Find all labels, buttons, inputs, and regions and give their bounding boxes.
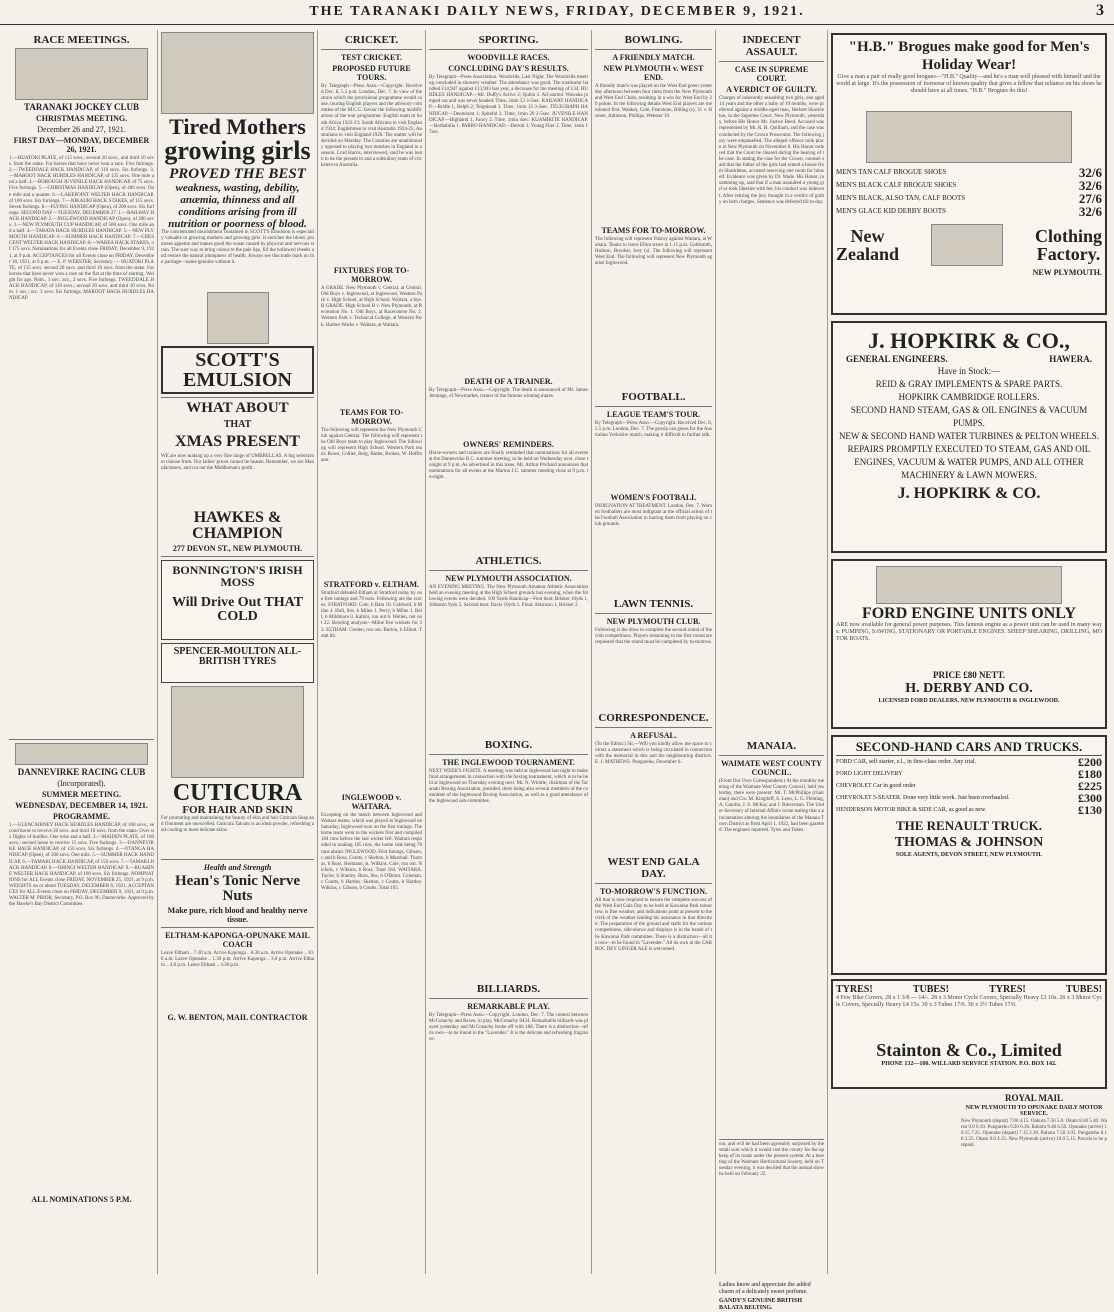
column-sporting [426,30,592,1274]
ad-headline: growing girls [164,136,311,165]
article-subheading: CONCLUDING DAY'S RESULTS. [448,64,569,73]
column-bowling [592,30,716,1274]
section-heading-gala-day: WEST END GALA DAY. [607,856,700,880]
cuticura-subtitle: FOR HAIR AND SKIN [182,804,293,816]
hb-new-text: New [850,226,885,246]
hopkirk-stock-list: REID & GRAY IMPLEMENTS & SPARE PARTS. HOPKIRK CAMBRIDGE ROLLERS. SECOND HAND STEAM, GAS & OIL ENGINES & VACUUM PUMPS. NEW & SECOND HAND WATER TURBINES & PELTON WHEELS. REPAIRS PROMPTLY EXECUTED TO STEAM, GAS AND OIL ENGINES, VACUUM & WATER PUMPS, AND ALL OTHER MACHINERY & LAWN MOWERS. [838,379,1100,480]
hb-price-row [836,179,1102,192]
section-heading-assault: INDECENT ASSAULT. [742,34,801,58]
section-heading-athletics: ATHLETICS. [475,555,542,567]
column-advertisements [158,30,318,1274]
article-text: INDIGNATION AT TREATMENT. London, Dec. 7. Women footballers are most indignant at the official action of the Football Association in barring them from playing on club grounds. [595,504,712,528]
hopkirk-stock-heading: Have in Stock:— [937,366,1001,376]
article-subheading: A FRIENDLY MATCH. [612,53,695,62]
meeting-dates: December 26 and 27, 1921. [37,125,126,134]
horse-racing-illustration [15,48,148,100]
royal-mail-table: New Plymouth (depart) 7.00 4.15. Oakura 7.50 5.0. Okato 8.30 5.40. Warea 9.0 6.10. Pungarehu 9.20 6.30. Rahotu 9.40 6.50. Opunake (arrive) 10.15 7.25. Opunake (depart) 7.15 2.30. Rahotu 7.50 3.05. Pungarehu 8.10 3.25. Okato 9.0 4.15. New Plymouth (arrive) 10.0 5.15. Parcels to be prepaid. [961,1119,1107,1149]
hb-item-price: 32/6 [1078,204,1102,219]
car-item-price: £180 [1078,767,1102,781]
article-subheading: OWNERS' REMINDERS. [463,440,554,449]
heans-title: Hean's Tonic Nerve Nuts [174,873,300,904]
section-heading-cricket: CRICKET. [344,34,399,46]
article-text: Horse-owners and trainers are finally reminded that nominations for all events at the Dannevirke R.C. summer meeting, to be held on Wednesday next, close tonight at 9 p.m. As advertised in this issue, Mr. Arthur Prichard announces that nominations for all events at the Marton J.C. summer meeting close at 9 p.m. to-night. [429,451,588,481]
racing-club-emblem [15,743,148,765]
royal-mail-subheading: NEW PLYMOUTH TO OPUNAKE DAILY MOTOR SERVICE. [965,1105,1103,1117]
article-text: AN EVENING MEETING. The New Plymouth Amateur Athletic Association held an evening meeting at the High School grounds last evening, when the following events were decided. 100 Yards Handicap—First heat: Brisker 10yds 1, Johnston 9yds 2. Second heat: Davis 10yds 1. Final: Atkinson 1, Brisker 2. [429,585,588,609]
ford-price: PRICE £80 NETT. [932,670,1006,680]
section-heading-bowling: BOWLING. [624,34,683,46]
article-subheading: THE INGLEWOOD TOURNAMENT. [442,758,575,767]
hb-clothing-factory [1035,227,1102,263]
section-heading-sporting: SPORTING. [478,34,539,46]
hawkes-champion-logo: HAWKES & CHAMPION [192,509,283,542]
hb-location: NEW PLYMOUTH. [1032,268,1102,277]
column-display-ads [828,30,1110,1274]
hb-item-price: 32/6 [1078,178,1102,193]
section-heading-lawn-tennis: LAWN TENNIS. [613,598,694,610]
hb-price-row [836,166,1102,179]
meeting-name: SUMMER MEETING. [41,790,122,799]
xmas-ad-headline: WHAT ABOUT [186,400,289,416]
column-cricket [318,30,426,1274]
section-heading-billiards: BILLIARDS. [476,983,541,995]
article-subheading: TEAMS FOR TO-MORROW. [601,226,706,235]
ford-dealer: H. DERBY AND CO. [905,681,1033,696]
hb-new-zealand [836,227,899,263]
article-subheading: A REFUSAL. [630,731,677,740]
article-subheading: STRATFORD v. ELTHAM. [323,580,420,589]
article-subheading: NEW PLYMOUTH CLUB. [606,617,701,626]
royal-mail-heading: ROYAL MAIL [1005,1093,1063,1103]
hb-price-row [836,205,1102,218]
article-text: All that is now required to ensure the complete success of the West End Gala Day to be held at Kawaroa Park tomorrow, is fine weather, and indications point at present to the clerk of the weather lending his assistance in that direction. The preparation of the ground and stalls for the various competitions, side-shows and displays is in the hands of the Kawaroa Park committee. There is a distinction—all its own—to be found in "Lavender." All its own at the CARROC DEY GINGER ALE is welcomed. [595,898,712,952]
page-number: 3 [1096,2,1104,19]
article-text: A friendly match was played on the West End green yesterday afternoon between four rinks from the New Plymouth and West End Clubs, resulting in a win for West End by 20 points. In the following details West End players are mentioned first. Wauker, Cole, Fearstone, Billing (s), 31 v. Hosner, Atkinson, Phillips, Webster 19. [595,84,712,120]
car-item-label: FORD LIGHT DELIVERY [836,771,903,777]
article-text: (To the Editor.) Sir,—Will you kindly allow me space to correct a statement which is being circulated in connection with the memorial in this and the neighbouring districts. E. J. MATHEWS. Pungarehu, December 6. [595,742,712,766]
ford-text: ARE now available for general power purposes. This famous engine as a power unit can be used in many ways: PUMPING, SAWING, STATIONARY OR PORTABLE ENGINES. SHEEP SHEARING, DRILLING, MOTOR BOATS. [836,622,1102,642]
fisherman-trademark-image [207,292,269,344]
hb-price-list [836,166,1102,218]
hb-item-price: 27/6 [1078,191,1102,206]
article-text: By Telegraph—Press Assn.—Copyright. London, Dec. 7. The contest between McConachy and Recee, in play, McConachy 9424. Remarkable billiards was played yesterday and McConachy broke off with 108. There is a distinction—all its own—to be found in the "Lavender." It is the delicate and refreshing fragrance. [429,1013,588,1043]
article-subheading: WOODVILLE RACES. [467,53,550,62]
article-subheading: WAIMATE WEST COUNTY COUNCIL. [721,759,822,777]
scorecard-text: Stratford defeated Eltham at Stratford today by one first innings and 79 runs. Following are the scores: STRATFORD. Cole, b Bain 10. Caldwell, b Milne 4. Hull, lbw, b Milne 1. Perry, b Milne 1. Bell, b Mildmore 0. Kahini, run out 6. Wellen, not out 22. Bowling analysis—Milne five wickets for 33. ELTHAM. Creden, run out. Burton, b Elliott. Total 84. [321,591,422,639]
programme-heading: PROGRAMME. [52,812,111,821]
tyres-ad [831,979,1107,1089]
car-item-label: CHEVROLET Car in good order [836,783,916,789]
hopkirk-footer: J. HOPKIRK & CO. [897,485,1041,502]
woman-portrait-illustration [171,686,304,778]
article-text: By Telegraph—Press Assn.—Copyright. The death is announced of Mr. James Jennings, of Newmarket, trainer of the famous winning mares. [429,388,588,400]
article-text: Following is the draw to complete the second round of the club competitions. Players remaining in the first round are requested that the round must be completed by to-morrow. [595,628,713,646]
car-item-label: FORD CAR, self starter, e.l., in first-class order. Any trial. [836,759,977,765]
hb-clothing-text: Clothing [1034,226,1102,246]
xmas-ad-text: WE are now making up a very fine range of UMBRELLAS. A big selection to choose from. Our ladies' prices cannot be beaten. Remember, we are Manufacturers, and cut out the Middleman's profit. [161,454,314,472]
article-text: By Telegraph—Press Assn.—Copyright. Received Dec. 8, 5.5 p.m. London, Dec. 7. In view of the strain which the provisional programme would cause, touring English players and the advisory committee of the M.C.C. favour the following modifications of the tour programme: English team in South Africa 1922-23; South Africans to visit England 1924; Englishmen to visit Australia 1924-25; Australians to visit England 1926. The matter will be decided on Monday. The Counties are unanimously opposed to playing two matches in England in a season. Lord Harris, interviewed, said he was loath to tie the present to and a subsidiary team of cricketers to Australia. [321,84,422,169]
mail-coach-contractor: G. W. BENTON, MAIL CONTRACTOR [167,1013,308,1022]
article-text: By Telegraph—Press Assn.—Copyright. Received Dec. 8, 5.5 p.m. London, Dec. 7. The gossip can guess for the Australian Yorkshire match, making it difficult to further talk. [595,421,712,439]
balata-belting-text: GANDY'S GENUINE BRITISH BALATA BELTING. [719,1298,803,1311]
xmas-ad-headline: XMAS PRESENT [175,433,300,450]
hb-item-label: MEN'S BLACK CALF BROGUE SHOES [836,181,957,189]
spencer-moulton-text: SPENCER-MOULTON ALL-BRITISH TYRES [173,646,302,667]
cars-price-list [836,756,1102,816]
hawkes-address: 277 DEVON ST., NEW PLYMOUTH. [172,544,303,553]
mail-coach-timetable: Leave Eltham .. 7.30 a.m. Arrive Kaponga .. 8.30 a.m. Arrive Opunake .. 10.0 a.m. Leave Opunake .. 1.30 p.m. Arrive Kaponga .. 3.0 p.m. Arrive Eltham .. 4.0 p.m. Leave Eltham .. 4.30 p.m. [161,951,315,969]
hb-factory-text: Factory. [1036,244,1101,264]
race-programme-text: 1.—GLENCAIRNEY HACK HURDLES HANDICAP, of 100 sovs.; second horse to receive 20 sovs. and third 10 sovs. from the stake. Over six flights of hurdles. One mile and a half. 2.—MAIDEN PLATE, of 100 sovs.; second horse to receive 15 sovs. Five furlongs. 3.—DANNEVIRKE HACK HANDICAP, of 150 sovs. Six furlongs. 4.—OTANGA HANDICAP (Open), of 200 sovs. One mile. 5.—SUMMER HACK HANDICAP. 6.—TAMAKI HACK HANDICAP, of 150 sovs. 7.—TAMAKI HACK HANDICAP. 8.—OHINGI WELTER HANDICAP. 9.—RUAHINE WELTER HACK HANDICAP, of 100 sovs. Six furlongs. NOMINATIONS for ALL Events close FRIDAY, NOVEMBER 25, 1921, at 9 p.m. WEIGHTS on or about TUESDAY, DECEMBER 6, 1921. ACCEPTANCES for ALL Events close on FRIDAY, DECEMBER 9, 1921, at 9 p.m. WALTER M. PRIOR, Secretary, P.O. Box 96, Dannevirke. Approved by the Hawke's Bay District Committee. [9,823,154,908]
ford-dealer-info: LICENSED FORD DEALERS, NEW PLYMOUTH & INGLEWOOD. [878,698,1060,704]
section-heading-correspondence: CORRESPONDENCE. [598,712,709,724]
heans-slogan: Make pure, rich blood and healthy nerve tissue. [167,906,308,924]
tyres-heading: TYRES! [989,984,1026,995]
ford-ad [831,559,1107,729]
article-subheading: TEAMS FOR TO-MORROW. [339,408,404,426]
brogue-shoe-illustration [866,111,1072,163]
column-race-meetings [6,30,158,1274]
cars-trucks-ad [831,735,1107,975]
mail-coach-heading: ELTHAM-KAPONGA-OPUNAKE MAIL COACH [165,931,310,949]
hb-headline: "H.B." Brogues make good for Men's Holiday Wear! [848,39,1090,73]
tubes-heading: TUBES! [1065,984,1102,995]
ad-slogan: PROVED THE BEST [169,166,306,182]
column-indecent-assault [716,30,828,1311]
irish-moss-slogan: Will Drive Out THAT COLD [171,595,304,624]
hopkirk-ad [831,321,1107,553]
hb-item-label: MEN'S GLACE KID DERBY BOOTS [836,207,946,215]
car-price-row [836,792,1102,804]
teams-text: The following will represent the New Plymouth Club against Central. The following will represent the Old Boys team to play Inglewood. The following will represent High School. Western Park team: Rowe, Collier, Berg, Butler, Brokes, W. Hoffmann. [321,428,422,464]
ford-headline: FORD ENGINE UNITS ONLY [861,605,1077,622]
race-results-text: By Telegraph—Press Association. Woodville, Last Night. The Woodville meeting concluded in showery weather. The attendance was good. The totalisator handled £14,947 against £13,943 last year, a decrease for the meeting of £34. HURDLES HANDICAP.—Mr. Duffy's Active 2; Quinn 3. All started. Wawaka jumped out and was never headed. Time, 2min 53 3-5sec. RAILWAY HANDICAP.—Bridle 1, Delph 2; Teignhead 3. Time, 1min 15 3-5sec. TELEGRAPH HANDICAP.—Denmount 1; Spiteful 2. Time, 1min 29 2-5sec. JUVENILE HANDICAP.—Highland 1, Fancy 2. Time, 1min 4sec. KUAMIKITE HANDICAP.—Borbabilla 1. PARRO HANDICAP.—Detroit 1, Young Flier 2. Time, 1min 17sec. [429,75,588,135]
article-subheading: INGLEWOOD v. WAITARA. [341,793,402,811]
lower-article-text: out, and will be had been agreeably surprised by the small sum which it would cost the county for the upkeep of its roads under the present system. At a meeting of the Waimate Horticultural Society, held on Tuesday evening, it was decided that the annual show be held on February 22. [719,1139,824,1282]
hb-brogues-ad [831,33,1107,315]
club-name: TARANAKI JOCKEY CLUB [23,102,139,112]
ad-headline: Tired Mothers [169,114,306,139]
article-subheading: REMARKABLE PLAY. [467,1002,550,1011]
car-price-row [836,756,1102,768]
car-item-price: £225 [1078,779,1102,793]
club-name: DANNEVIRKE RACING CLUB [17,767,146,777]
article-subheading: TEST CRICKET. [340,53,403,62]
hopkirk-title: J. HOPKIRK & CO., [868,328,1070,353]
article-subheading: WOMEN'S FOOTBALL [610,493,697,502]
ad-body: weakness, wasting, debility, anæmia, thinness and all conditions arising from ill nutrition or poorness of blood. [168,182,307,230]
stainton-contact: PHONE 132—100. WILLARD SERVICE STATION. P.O. BOX 142. [881,1061,1057,1067]
cuticura-logo: CUTICURA [172,780,303,806]
scotts-emulsion-logo: SCOTT'S EMULSION [161,346,314,394]
article-subheading: PROPOSED FUTURE TOURS. [332,64,411,82]
hb-zealand-text: Zealand [836,244,900,264]
heans-subtitle: Health and Strength [203,863,272,872]
car-price-row [836,804,1102,816]
article-subheading: NEW PLYMOUTH v. WEST END. [603,64,704,82]
renault-heading: THE RENAULT TRUCK. [895,818,1043,833]
hb-text: Give a man a pair of really good brogues—"H.B." Quality—and he's a man well pleased with himself and the world at large. It's the possession of footwear of known quality that gives a fellow that reliance on his shoes he should have at all times. "H.B." Brogues do this! [836,74,1102,94]
ad-text: The concentrated nourishment contained in SCOTT'S Emulsion is especially valuable to growing mothers and growing girls. It enriches the blood, promotes appetite and makes good the waste caused by physical and nervous strain. The sure way to bring colour to the pale lips, fill the hollowed cheeks and restore the natural plumpness of health. Always see this trade mark on the package—name genuine without it. [161,230,314,266]
thomas-johnson-title: THOMAS & JOHNSON [894,835,1044,850]
hb-price-row [836,192,1102,205]
hb-item-label: MEN'S BLACK, ALSO TAN, CALF BOOTS [836,194,966,202]
spencer-moulton-ad [161,643,314,683]
article-subheading: NEW PLYMOUTH ASSOCIATION. [445,574,572,583]
section-heading-boxing: BOXING. [484,739,533,751]
tyres-price-list: 4 Few Bike Covers, 28 x 1 3/8 — 14/-. 28 x 3 Motor Cycle Covers, Specially Heavy £3 10s. 26 x 3 Motor Cycle Covers, Specially Heavy £4 15s. 30 x 3 Tubes 17/6. 30 x 3½ Tubes 17/6. [836,995,1102,1008]
hopkirk-location: HAWERA. [1049,354,1092,364]
thomas-johnson-address: SOLE AGENTS, DEVON STREET, NEW PLYMOUTH. [895,852,1043,858]
article-subheading: LEAGUE TEAM'S TOUR. [606,410,701,419]
cars-heading: SECOND-HAND CARS AND TRUCKS. [836,740,1102,756]
section-heading-manaia: MANAIA. [746,740,797,752]
car-item-label: CHEVROLET 5-SEATER. Done very little work. Just been overhauled. [836,795,1010,801]
nominations-note: ALL NOMINATIONS 5 P.M. [31,1195,132,1204]
article-text: NEXT WEEK'S FIGHTS. A meeting was held at Inglewood last night to make final arrangements in connection with the boxing tournament, which is to be held at Inglewood on Thursday evening next. Mr. N. Whittle, chairman of the Taranaki Boxing Association, presided, there being also several members of the committee of the Inglewood Boxing Association, as well as a good attendance of the Inglewood sub-committee. [429,769,588,805]
fixtures-text: A GRADE. New Plymouth v. Central, at Central. Old Boys v. Inglewood, at Inglewood. Western Park v. High School, at High School. Waitara, a bye. B GRADE. High School B v. New Plymouth, at Recreation No. 1. Old Boys, at Racecourse No. 2. Western Park v. Technical College, at Western Park. Harbor Works v. Waitara, at Waitara. [321,286,422,328]
article-subheading: CASE IN SUPREME COURT. [734,65,809,83]
car-price-row [836,768,1102,780]
hb-item-label: MEN'S TAN CALF BROGUE SHOES [836,168,947,176]
race-programme-text: 1.—HUATOKI PLATE, of 115 sovs.; second 20 sovs., and third 10 sovs. from the stake. For horses that have never won a race. Five furlongs. 2.—TWEEDDALE HACK HANDICAP, of 110 sovs. Six furlongs. 3.—MABOOT HACK HURDLES HANDICAP, of 125 sovs. One mile and a half. 4.—BOROUGH JUVENILE HACK HANDICAP, of 75 sovs. Five furlongs. 5.—CHRISTMAS HANDICAP (Open), of 400 sovs. One mile and a quarter. 6.—LAKEPOINT WELTER HACK HANDICAP, of 100 sovs. Six furlongs. 7.—NIKAURI HACK STAKES, of 115 sovs. Seven furlongs. 8.—FLYING HANDICAP (Open), of 200 sovs. Six furlongs. SECOND DAY—TUESDAY, DECEMBER 27. 1.—RAILWAY HACK HANDICAP. 2.—INGLEWOOD HANDICAP (Open), of 200 sovs. 3.—NEW PLYMOUTH CUP HANDICAP, of 500 sovs. One mile and a half. 4.—TARATA HACK HURDLES HANDICAP. 5.—NEW PLYMOUTH HANDICAP. 6.—SUMMER HACK HANDICAP. 7.—CRESCENT WELTER HACK HANDICAP. 8.—WAREA HACK STAKES, of 175 sovs. Nominations for all Events close FRIDAY, December 9, 1921, at 9 p.m. ACCEPTANCES for all Events close on FRIDAY, December 16, 1921, at 9 p.m. — E. P. WEBSTER, Secretary. — HUATOKI PLATE, of 115 sovs. second 20 sovs. and third 10 sovs. from the stake. For horses that have never won a race on the flat at the time of starting. Weight for age. Nom., 1 sov.; acc., 2 sovs. Five furlongs. TWEEDDALE HACK HANDICAP, of 110 sovs.; second 20 sovs. and third 10 sovs. Nom. 1 sov.; acc. 3 sovs. Six furlongs. MAROOT HACK HURDLES HANDICAP. [9,156,154,302]
ladies-perfume-text: Ladies know and appreciate the added charm of a delicately sweet perfume. [719,1282,811,1295]
car-item-price: £300 [1078,791,1102,805]
race-meetings-heading: RACE MEETINGS. [33,34,130,46]
ford-logo [876,566,1062,604]
article-subheading: DEATH OF A TRAINER. [464,377,553,386]
article-text: The following will represent Fitzroy against Waitara, at Waitara. Teams to leave Elliot street at 1.15 p.m. Goldsmith, Hudson, Brooker, Ivey (s). The following will represent West End. The following will represent New Plymouth against Inglewood. [595,237,712,267]
article-subheading: TO-MORROW'S FUNCTION. [600,887,707,896]
car-item-label: HENDERSON MOTOR BIKE & SIDE CAR, as good as new. [836,807,987,813]
programme-heading: FIRST DAY—MONDAY, DECEMBER 26, 1921. [13,136,150,154]
article-text: Excepting on the match between Inglewood and Waitara teams, which was played at Inglewood on Saturday, Inglewood won on the first innings. The home team went to the wickets first and compiled 184 runs before the last wicket fell. Waitara responded in making 105 runs, the home side being 70 runs ahead. INGLEWOOD. First Innings. Gibson, c and b Ross. Coutts, c Skelton, b Marshall. Thomas, b Ross. Hermann, st. Wilkins. Cole, run out. Nichols, c Wilkins, b Ross. Total 184. WAITARA. Taylor, b Stanley. Ross, lbw, b O'Brien. Coleman, c Coutts, b Hartley. Skelton, c Coutts, b Hartley. Wilkins, c Gibson, b Coutts. Total 105. [321,813,422,892]
masthead-title: THE TARANAKI DAILY NEWS, FRIDAY, DECEMBER 9, 1921. [309,4,805,19]
meeting-name: CHRISTMAS MEETING. [35,114,128,123]
hopkirk-subtitle: GENERAL ENGINEERS. [846,354,948,364]
masthead [0,0,1114,25]
tyres-heading: TYRES! [836,984,873,995]
article-subheading: FIXTURES FOR TO-MORROW. [333,266,410,284]
article-text: (From Our Own Correspondent.) At the monthly meeting of the Waimate West County Council, held yesterday, there were present: Mr. T. McPhillips (chairman) and Crs. M. Kingdoff, S. Leon, L. G. Fleming, A. Gamlin, J. S. McKay and J. Rieverston. The Under-Secretary of Internal Affairs wrote stating that a proclamation altering the boundaries of the Manaia Town District as from April 1, 1922, had been gazetted. The engineer reported. Tyres and Tubes. [719,779,824,833]
cuticura-text: For promoting and maintaining the beauty of skin and hair Cuticura Soap and Ointment are unexcelled. Cuticura Talcum is an ideal powder, refreshing and cooling to most delicate skins. [161,816,314,834]
article-subheading: A VERDICT OF GUILTY. [726,85,817,94]
royal-mail-timetable [961,1093,1107,1229]
hb-item-price: 32/6 [1078,165,1102,180]
car-item-price: £130 [1078,803,1102,817]
meeting-dates: WEDNESDAY, DECEMBER 14, 1921. [15,801,148,810]
car-item-price: £200 [1078,755,1102,769]
car-price-row [836,780,1102,792]
mother-and-girl-illustration [161,32,314,114]
section-heading-football: FOOTBALL. [621,391,686,403]
irish-moss-title: BONNINGTON'S IRISH MOSS [172,563,303,589]
tubes-heading: TUBES! [912,984,949,995]
article-text: Charges of indecently assaulting two girls, one aged 14 years and the other a baby of 19 months, were preferred against a middle-aged man, Herbert Shackleton, in the Supreme Court, New Plymouth, yesterday, before His Honor Mr. Justice Reed. Accused was represented by Mr. R. H. Quilliam, and the case was conducted by the Crown Prosecutor. The following jury were empanelled. The alleged offence took place at New Plymouth on November 6. His Honor ordered that the Court be cleared during the hearing of the case. In stating the case for the Crown, counsel said that the father of the girls had rented a house from Shackleton, accused reserving one room for himself. Evidence was given by Dr. Wade. His Honor, in summing up, said that if a man assaulted a young girl or took liberties with her, his conduct was indecent. After retiring the jury brought in a verdict of guilty on both charges. Sentence was deferred till to-day. [719,96,824,205]
club-incorporated: (Incorporated). [57,779,106,788]
irish-moss-ad [161,560,314,640]
xmas-ad-headline: THAT [223,419,252,430]
hb-logo [931,224,1003,266]
stainton-title: Stainton & Co., Limited [876,1040,1062,1060]
